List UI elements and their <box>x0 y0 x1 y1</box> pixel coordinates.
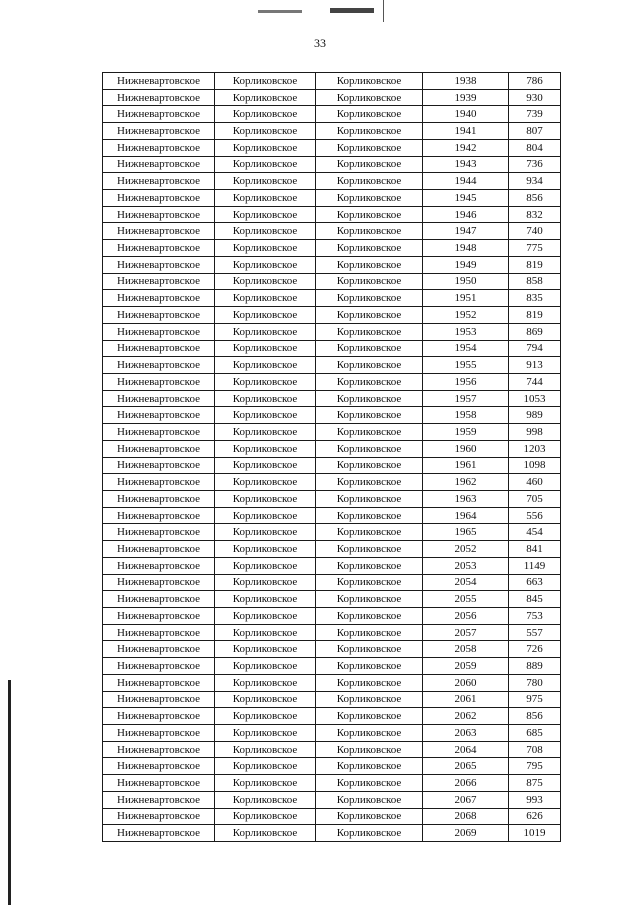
well-number-cell: 1954 <box>423 340 509 357</box>
value-cell: 858 <box>509 273 561 290</box>
well-number-cell: 1944 <box>423 173 509 190</box>
well-number-cell: 2066 <box>423 775 509 792</box>
value-cell: 930 <box>509 89 561 106</box>
table-row <box>103 323 561 340</box>
license-area-cell: Корликовское <box>215 290 316 307</box>
field-cell: Корликовское <box>316 340 423 357</box>
field-cell: Корликовское <box>316 290 423 307</box>
table-row <box>103 440 561 457</box>
well-number-cell: 2058 <box>423 641 509 658</box>
value-cell: 889 <box>509 658 561 675</box>
table-row <box>103 758 561 775</box>
field-cell: Корликовское <box>316 474 423 491</box>
region-cell: Нижневартовское <box>103 825 215 842</box>
region-cell: Нижневартовское <box>103 357 215 374</box>
license-area-cell: Корликовское <box>215 106 316 123</box>
license-area-cell: Корликовское <box>215 490 316 507</box>
region-cell: Нижневартовское <box>103 73 215 90</box>
license-area-cell: Корликовское <box>215 557 316 574</box>
well-number-cell: 1951 <box>423 290 509 307</box>
region-cell: Нижневартовское <box>103 424 215 441</box>
well-number-cell: 1959 <box>423 424 509 441</box>
table-row <box>103 173 561 190</box>
page-number: 33 <box>314 36 326 50</box>
table-row <box>103 139 561 156</box>
value-cell: 804 <box>509 139 561 156</box>
license-area-cell: Корликовское <box>215 89 316 106</box>
license-area-cell: Корликовское <box>215 507 316 524</box>
well-number-cell: 2052 <box>423 541 509 558</box>
field-cell: Корликовское <box>316 808 423 825</box>
region-cell: Нижневартовское <box>103 808 215 825</box>
license-area-cell: Корликовское <box>215 139 316 156</box>
value-cell: 975 <box>509 691 561 708</box>
field-cell: Корликовское <box>316 641 423 658</box>
well-number-cell: 2064 <box>423 741 509 758</box>
table-row <box>103 775 561 792</box>
value-cell: 775 <box>509 240 561 257</box>
well-number-cell: 1950 <box>423 273 509 290</box>
region-cell: Нижневартовское <box>103 106 215 123</box>
license-area-cell: Корликовское <box>215 708 316 725</box>
well-number-cell: 1948 <box>423 240 509 257</box>
field-cell: Корликовское <box>316 323 423 340</box>
value-cell: 744 <box>509 373 561 390</box>
field-cell: Корликовское <box>316 775 423 792</box>
value-cell: 1053 <box>509 390 561 407</box>
well-number-cell: 1963 <box>423 490 509 507</box>
well-number-cell: 1965 <box>423 524 509 541</box>
region-cell: Нижневартовское <box>103 240 215 257</box>
value-cell: 663 <box>509 574 561 591</box>
region-cell: Нижневартовское <box>103 591 215 608</box>
well-number-cell: 1955 <box>423 357 509 374</box>
license-area-cell: Корликовское <box>215 825 316 842</box>
value-cell: 1098 <box>509 457 561 474</box>
well-number-cell: 1945 <box>423 190 509 207</box>
region-cell: Нижневартовское <box>103 725 215 742</box>
field-cell: Корликовское <box>316 390 423 407</box>
field-cell: Корликовское <box>316 206 423 223</box>
region-cell: Нижневартовское <box>103 541 215 558</box>
table-row <box>103 407 561 424</box>
field-cell: Корликовское <box>316 591 423 608</box>
table-body <box>103 73 561 842</box>
table-row <box>103 156 561 173</box>
field-cell: Корликовское <box>316 240 423 257</box>
field-cell: Корликовское <box>316 624 423 641</box>
table-row <box>103 490 561 507</box>
field-cell: Корликовское <box>316 658 423 675</box>
field-cell: Корликовское <box>316 507 423 524</box>
license-area-cell: Корликовское <box>215 591 316 608</box>
license-area-cell: Корликовское <box>215 424 316 441</box>
license-area-cell: Корликовское <box>215 808 316 825</box>
table-row <box>103 674 561 691</box>
license-area-cell: Корликовское <box>215 624 316 641</box>
well-number-cell: 1939 <box>423 89 509 106</box>
field-cell: Корликовское <box>316 524 423 541</box>
region-cell: Нижневартовское <box>103 139 215 156</box>
license-area-cell: Корликовское <box>215 256 316 273</box>
license-area-cell: Корликовское <box>215 273 316 290</box>
table-row <box>103 256 561 273</box>
license-area-cell: Корликовское <box>215 307 316 324</box>
region-cell: Нижневартовское <box>103 223 215 240</box>
value-cell: 869 <box>509 323 561 340</box>
well-number-cell: 2062 <box>423 708 509 725</box>
region-cell: Нижневартовское <box>103 407 215 424</box>
table-row <box>103 524 561 541</box>
field-cell: Корликовское <box>316 708 423 725</box>
region-cell: Нижневартовское <box>103 490 215 507</box>
region-cell: Нижневартовское <box>103 307 215 324</box>
value-cell: 875 <box>509 775 561 792</box>
license-area-cell: Корликовское <box>215 390 316 407</box>
table-row <box>103 691 561 708</box>
value-cell: 736 <box>509 156 561 173</box>
table-row <box>103 240 561 257</box>
field-cell: Корликовское <box>316 674 423 691</box>
field-cell: Корликовское <box>316 758 423 775</box>
table-row <box>103 373 561 390</box>
license-area-cell: Корликовское <box>215 691 316 708</box>
value-cell: 841 <box>509 541 561 558</box>
well-number-cell: 1942 <box>423 139 509 156</box>
value-cell: 993 <box>509 791 561 808</box>
table-row <box>103 574 561 591</box>
region-cell: Нижневартовское <box>103 440 215 457</box>
field-cell: Корликовское <box>316 541 423 558</box>
field-cell: Корликовское <box>316 691 423 708</box>
license-area-cell: Корликовское <box>215 725 316 742</box>
region-cell: Нижневартовское <box>103 658 215 675</box>
scan-smudge-top <box>258 10 302 13</box>
field-cell: Корликовское <box>316 825 423 842</box>
well-number-cell: 1958 <box>423 407 509 424</box>
table-row <box>103 206 561 223</box>
region-cell: Нижневартовское <box>103 340 215 357</box>
field-cell: Корликовское <box>316 123 423 140</box>
region-cell: Нижневартовское <box>103 323 215 340</box>
value-cell: 780 <box>509 674 561 691</box>
table-row <box>103 708 561 725</box>
table-row <box>103 307 561 324</box>
value-cell: 832 <box>509 206 561 223</box>
well-number-cell: 2065 <box>423 758 509 775</box>
region-cell: Нижневартовское <box>103 775 215 792</box>
well-number-cell: 2055 <box>423 591 509 608</box>
table-row <box>103 357 561 374</box>
field-cell: Корликовское <box>316 156 423 173</box>
value-cell: 685 <box>509 725 561 742</box>
table-row <box>103 591 561 608</box>
value-cell: 786 <box>509 73 561 90</box>
well-number-cell: 1957 <box>423 390 509 407</box>
well-number-cell: 2068 <box>423 808 509 825</box>
license-area-cell: Корликовское <box>215 123 316 140</box>
value-cell: 913 <box>509 357 561 374</box>
value-cell: 819 <box>509 256 561 273</box>
value-cell: 556 <box>509 507 561 524</box>
table-row <box>103 541 561 558</box>
table-row <box>103 273 561 290</box>
field-cell: Корликовское <box>316 440 423 457</box>
table-row <box>103 658 561 675</box>
field-cell: Корликовское <box>316 139 423 156</box>
value-cell: 557 <box>509 624 561 641</box>
table-row <box>103 608 561 625</box>
field-cell: Корликовское <box>316 741 423 758</box>
value-cell: 740 <box>509 223 561 240</box>
well-number-cell: 1961 <box>423 457 509 474</box>
field-cell: Корликовское <box>316 89 423 106</box>
table-row <box>103 557 561 574</box>
scan-border-left <box>8 680 11 905</box>
value-cell: 739 <box>509 106 561 123</box>
region-cell: Нижневартовское <box>103 190 215 207</box>
license-area-cell: Корликовское <box>215 206 316 223</box>
license-area-cell: Корликовское <box>215 474 316 491</box>
license-area-cell: Корликовское <box>215 574 316 591</box>
table-row <box>103 725 561 742</box>
region-cell: Нижневартовское <box>103 758 215 775</box>
license-area-cell: Корликовское <box>215 373 316 390</box>
well-number-cell: 1952 <box>423 307 509 324</box>
region-cell: Нижневартовское <box>103 507 215 524</box>
well-number-cell: 1962 <box>423 474 509 491</box>
license-area-cell: Корликовское <box>215 223 316 240</box>
license-area-cell: Корликовское <box>215 775 316 792</box>
value-cell: 794 <box>509 340 561 357</box>
region-cell: Нижневартовское <box>103 156 215 173</box>
value-cell: 934 <box>509 173 561 190</box>
region-cell: Нижневартовское <box>103 574 215 591</box>
field-cell: Корликовское <box>316 106 423 123</box>
region-cell: Нижневартовское <box>103 624 215 641</box>
value-cell: 998 <box>509 424 561 441</box>
well-number-cell: 1943 <box>423 156 509 173</box>
table-row <box>103 507 561 524</box>
table-row <box>103 290 561 307</box>
value-cell: 1019 <box>509 825 561 842</box>
license-area-cell: Корликовское <box>215 156 316 173</box>
region-cell: Нижневартовское <box>103 123 215 140</box>
well-number-cell: 1953 <box>423 323 509 340</box>
well-number-cell: 1949 <box>423 256 509 273</box>
license-area-cell: Корликовское <box>215 357 316 374</box>
field-cell: Корликовское <box>316 223 423 240</box>
region-cell: Нижневартовское <box>103 641 215 658</box>
value-cell: 835 <box>509 290 561 307</box>
field-cell: Корликовское <box>316 357 423 374</box>
region-cell: Нижневартовское <box>103 708 215 725</box>
license-area-cell: Корликовское <box>215 440 316 457</box>
well-number-cell: 2056 <box>423 608 509 625</box>
value-cell: 1149 <box>509 557 561 574</box>
value-cell: 856 <box>509 190 561 207</box>
table-row <box>103 223 561 240</box>
well-number-cell: 2067 <box>423 791 509 808</box>
table-row <box>103 825 561 842</box>
table-row <box>103 424 561 441</box>
field-cell: Корликовское <box>316 307 423 324</box>
license-area-cell: Корликовское <box>215 323 316 340</box>
field-cell: Корликовское <box>316 190 423 207</box>
table-row <box>103 808 561 825</box>
region-cell: Нижневартовское <box>103 524 215 541</box>
license-area-cell: Корликовское <box>215 340 316 357</box>
well-number-cell: 1947 <box>423 223 509 240</box>
license-area-cell: Корликовское <box>215 641 316 658</box>
value-cell: 626 <box>509 808 561 825</box>
well-number-cell: 2060 <box>423 674 509 691</box>
field-cell: Корликовское <box>316 574 423 591</box>
well-number-cell: 2054 <box>423 574 509 591</box>
value-cell: 726 <box>509 641 561 658</box>
license-area-cell: Корликовское <box>215 791 316 808</box>
table-row <box>103 89 561 106</box>
well-number-cell: 1946 <box>423 206 509 223</box>
field-cell: Корликовское <box>316 725 423 742</box>
table-row <box>103 340 561 357</box>
well-number-cell: 2061 <box>423 691 509 708</box>
license-area-cell: Корликовское <box>215 608 316 625</box>
region-cell: Нижневартовское <box>103 390 215 407</box>
field-cell: Корликовское <box>316 424 423 441</box>
license-area-cell: Корликовское <box>215 541 316 558</box>
value-cell: 708 <box>509 741 561 758</box>
table-row <box>103 741 561 758</box>
region-cell: Нижневартовское <box>103 674 215 691</box>
field-cell: Корликовское <box>316 608 423 625</box>
field-cell: Корликовское <box>316 173 423 190</box>
license-area-cell: Корликовское <box>215 190 316 207</box>
data-table <box>102 72 561 842</box>
table-row <box>103 791 561 808</box>
table-row <box>103 73 561 90</box>
value-cell: 454 <box>509 524 561 541</box>
well-number-cell: 1964 <box>423 507 509 524</box>
region-cell: Нижневартовское <box>103 256 215 273</box>
well-number-cell: 2063 <box>423 725 509 742</box>
license-area-cell: Корликовское <box>215 73 316 90</box>
value-cell: 819 <box>509 307 561 324</box>
region-cell: Нижневартовское <box>103 741 215 758</box>
table-row <box>103 624 561 641</box>
field-cell: Корликовское <box>316 490 423 507</box>
well-number-cell: 1941 <box>423 123 509 140</box>
table-row <box>103 457 561 474</box>
license-area-cell: Корликовское <box>215 457 316 474</box>
table-row <box>103 106 561 123</box>
region-cell: Нижневартовское <box>103 791 215 808</box>
field-cell: Корликовское <box>316 457 423 474</box>
table-row <box>103 641 561 658</box>
license-area-cell: Корликовское <box>215 741 316 758</box>
license-area-cell: Корликовское <box>215 674 316 691</box>
region-cell: Нижневартовское <box>103 89 215 106</box>
value-cell: 753 <box>509 608 561 625</box>
value-cell: 1203 <box>509 440 561 457</box>
field-cell: Корликовское <box>316 557 423 574</box>
license-area-cell: Корликовское <box>215 173 316 190</box>
well-number-cell: 1956 <box>423 373 509 390</box>
value-cell: 856 <box>509 708 561 725</box>
scan-smudge-top-2 <box>330 8 374 13</box>
well-number-cell: 1960 <box>423 440 509 457</box>
field-cell: Корликовское <box>316 256 423 273</box>
field-cell: Корликовское <box>316 791 423 808</box>
well-number-cell: 1940 <box>423 106 509 123</box>
well-number-cell: 2059 <box>423 658 509 675</box>
value-cell: 807 <box>509 123 561 140</box>
value-cell: 989 <box>509 407 561 424</box>
scan-border-right-top <box>383 0 384 22</box>
region-cell: Нижневартовское <box>103 173 215 190</box>
value-cell: 845 <box>509 591 561 608</box>
well-number-cell: 2053 <box>423 557 509 574</box>
field-cell: Корликовское <box>316 407 423 424</box>
value-cell: 460 <box>509 474 561 491</box>
well-number-cell: 2069 <box>423 825 509 842</box>
region-cell: Нижневартовское <box>103 457 215 474</box>
region-cell: Нижневартовское <box>103 608 215 625</box>
region-cell: Нижневартовское <box>103 373 215 390</box>
table-row <box>103 190 561 207</box>
license-area-cell: Корликовское <box>215 758 316 775</box>
license-area-cell: Корликовское <box>215 407 316 424</box>
region-cell: Нижневартовское <box>103 474 215 491</box>
value-cell: 705 <box>509 490 561 507</box>
well-number-cell: 1938 <box>423 73 509 90</box>
field-cell: Корликовское <box>316 373 423 390</box>
field-cell: Корликовское <box>316 273 423 290</box>
region-cell: Нижневартовское <box>103 557 215 574</box>
table-row <box>103 474 561 491</box>
region-cell: Нижневартовское <box>103 691 215 708</box>
region-cell: Нижневартовское <box>103 273 215 290</box>
field-cell: Корликовское <box>316 73 423 90</box>
license-area-cell: Корликовское <box>215 658 316 675</box>
license-area-cell: Корликовское <box>215 240 316 257</box>
region-cell: Нижневартовское <box>103 206 215 223</box>
table-row <box>103 390 561 407</box>
well-number-cell: 2057 <box>423 624 509 641</box>
value-cell: 795 <box>509 758 561 775</box>
table-row <box>103 123 561 140</box>
license-area-cell: Корликовское <box>215 524 316 541</box>
region-cell: Нижневартовское <box>103 290 215 307</box>
